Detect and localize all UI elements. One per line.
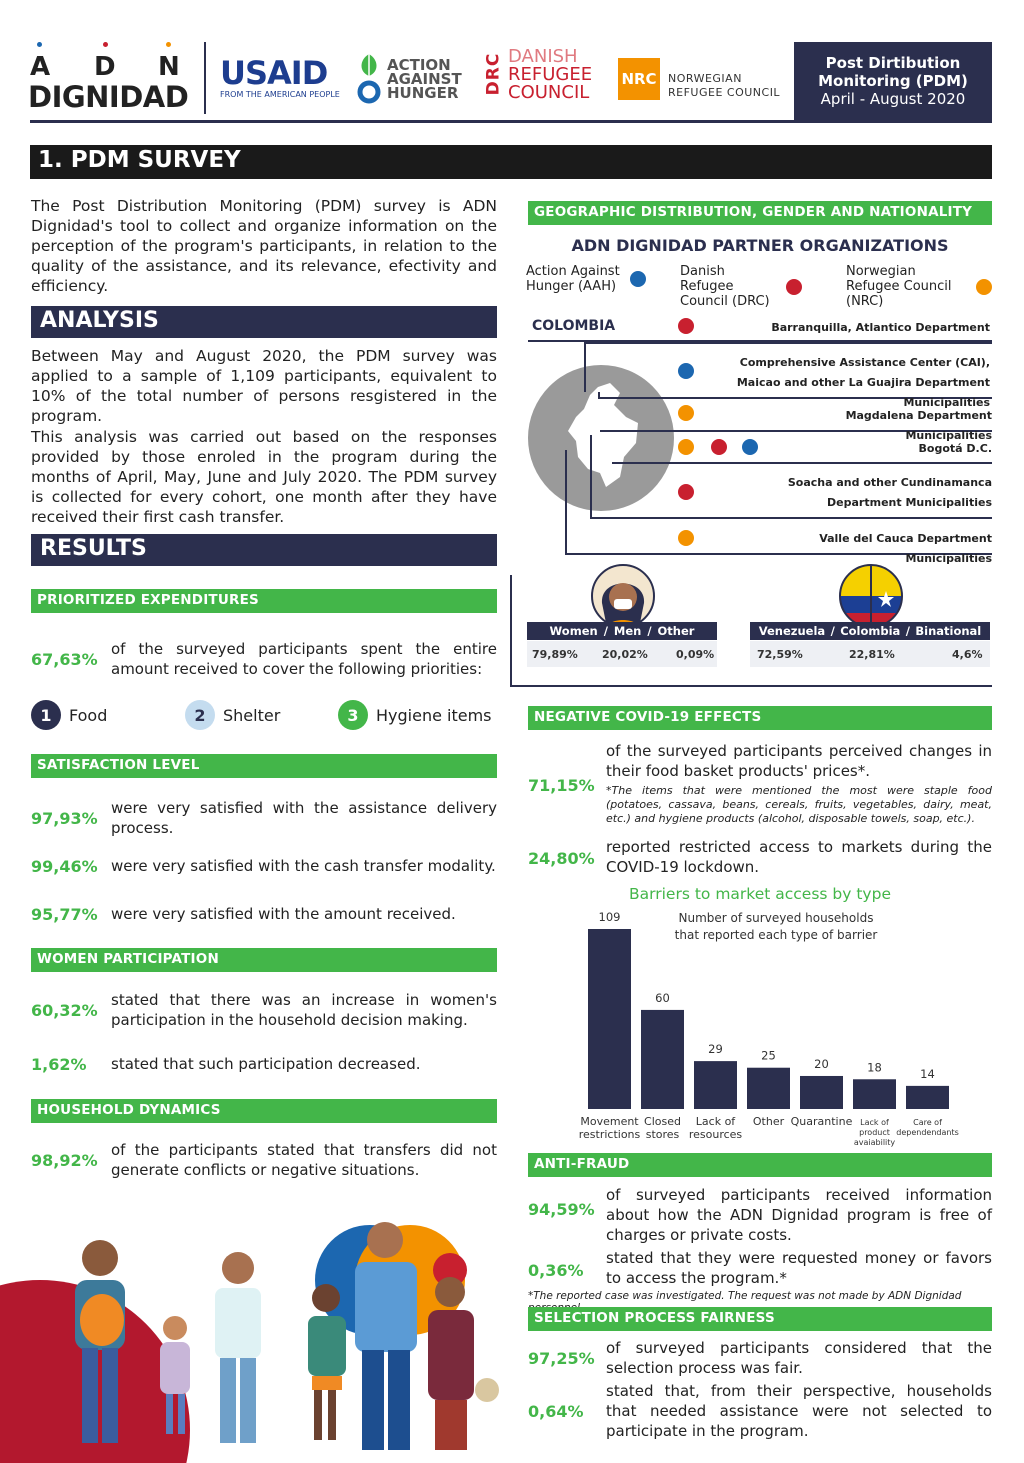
aah-line-3: HUNGER xyxy=(387,84,459,102)
category-label-2: Lack of resources xyxy=(688,1115,743,1141)
gender-women-label: Women xyxy=(549,624,598,638)
partners-title: ADN DIGNIDAD PARTNER ORGANIZATIONS xyxy=(571,236,949,255)
usaid-logo xyxy=(220,56,340,99)
prioritized-stat xyxy=(31,639,497,679)
loc-4-drc-dot xyxy=(711,439,727,455)
aah-leaf-icon xyxy=(354,50,384,105)
antifraud-pct-1: 94,59% xyxy=(528,1200,595,1219)
prioritized-pct: 67,63% xyxy=(31,649,98,669)
loc-1-drc-dot xyxy=(678,318,694,334)
usaid-sub: FROM THE AMERICAN PEOPLE xyxy=(220,90,340,99)
nat-binational-value: 4,6% xyxy=(952,648,983,661)
results-title: RESULTS xyxy=(31,534,497,566)
aah-logo xyxy=(354,50,462,105)
nrc-logo xyxy=(618,58,788,100)
conn-top xyxy=(584,342,992,344)
bar-value-0: 109 xyxy=(598,910,621,924)
gender-sep-2: / xyxy=(647,624,652,638)
adn-word: DIGNIDAD xyxy=(28,80,189,114)
conn-v6 xyxy=(565,450,567,554)
women-title: WOMEN PARTICIPATION xyxy=(31,948,497,972)
covid-pct-1: 71,15% xyxy=(528,776,595,795)
satisfaction-title: SATISFACTION LEVEL xyxy=(31,754,497,778)
antifraud-note: *The reported case was investigated. The request was not made by ADN Dignidad xyxy=(528,1290,962,1302)
satisfaction-pct-2: 99,46% xyxy=(31,856,98,876)
category-label-6: Care of dependendants xyxy=(896,1118,959,1137)
aah-line-1: ACTION xyxy=(387,56,451,74)
nat-colombia-value: 22,81% xyxy=(849,648,895,661)
bar-5 xyxy=(853,1079,896,1109)
satisfaction-pct-1: 97,93% xyxy=(31,808,98,828)
adn-dot-orange xyxy=(166,42,171,47)
conn-h4 xyxy=(612,462,992,464)
gender-sep-1: / xyxy=(603,624,608,638)
drc-mark: DRC xyxy=(483,52,504,96)
drc-text xyxy=(508,48,592,102)
pdm-period: April - August 2020 xyxy=(820,90,966,108)
selection-pct-2: 0,64% xyxy=(528,1402,584,1421)
women-row-2 xyxy=(31,1054,497,1074)
loc-3-nrc-dot xyxy=(678,405,694,421)
panel-bottom-border xyxy=(510,685,992,687)
selection-text-2: stated that, from their perspective, households that needed assistance were not selected to participate in the program. xyxy=(606,1382,992,1440)
partner-nrc xyxy=(846,264,992,309)
location-3: Magdalena Department Municipalities xyxy=(845,409,992,442)
covid-title: NEGATIVE COVID-19 EFFECTS xyxy=(528,706,992,730)
household-row xyxy=(31,1140,497,1180)
prioritized-title: PRIORITIZED EXPENDITURES xyxy=(31,589,497,613)
bar-value-6: 14 xyxy=(920,1066,935,1081)
gender-other-value: 0,09% xyxy=(676,648,715,661)
selection-title: SELECTION PROCESS FAIRNESS xyxy=(528,1307,992,1331)
bar-3 xyxy=(747,1068,790,1109)
satisfaction-text-1: were very satisfied with the assistance delivery process. xyxy=(111,799,497,837)
conn-h5 xyxy=(590,517,992,519)
partner-aah-label: Action Against Hunger (AAH) xyxy=(526,264,620,294)
adn-letter-n: N xyxy=(158,52,180,82)
women-text-2: stated that such participation decreased. xyxy=(111,1055,421,1073)
covid-note-1: *The items that were mentioned the most were staple food (potatoes, cassava, beans, cereals, fruits, vegetables, dairy, meat, etc.) and hygiene products (alcohol, disposable towels, soap, etc.). xyxy=(606,784,992,825)
household-pct: 98,92% xyxy=(31,1150,98,1170)
covid-text-1: of the surveyed participants perceived changes in their food basket products' prices*. xyxy=(606,742,992,780)
women-pct-2: 1,62% xyxy=(31,1054,87,1074)
chart-title: Barriers to market access by type xyxy=(629,885,891,903)
bar-value-1: 60 xyxy=(655,990,670,1005)
selection-pct-1: 97,25% xyxy=(528,1349,595,1368)
prioritized-text: of the surveyed participants spent the entire amount received to cover the following priorities: xyxy=(111,640,497,678)
women-text-1: stated that there was an increase in women's participation in the household decision making. xyxy=(111,991,497,1029)
section-title: 1. PDM SURVEY xyxy=(30,145,992,179)
nat-sep-1: / xyxy=(830,624,835,638)
intro-text: The Post Distribution Monitoring (PDM) survey is ADN Dignidad's tool to collect and organize information on the perception of the program's participants, in relation to the quality of the assistance, and its relevance, efectivity and efficiency. xyxy=(31,197,497,295)
priority-3-badge: 3 xyxy=(338,700,368,730)
analysis-p1: Between May and August 2020, the PDM survey was applied to a sample of 1,109 participants, equivalent to 10% of the total number of persons resgistered in the program. xyxy=(31,347,497,425)
covid-pct-2: 24,80% xyxy=(528,849,595,868)
category-label-0: Movement restrictions xyxy=(578,1115,641,1141)
panel-left-border xyxy=(510,575,512,687)
location-1: Barranquilla, Atlantico Department xyxy=(771,321,990,334)
nrc-line-2: REFUGEE COUNCIL xyxy=(668,86,781,99)
nrc-mark: NRC xyxy=(618,58,660,100)
drc-logo xyxy=(483,46,596,103)
partner-drc-label: Danish Refugee Council (DRC) xyxy=(680,264,770,309)
partner-aah-dot xyxy=(630,271,646,287)
analysis-p2: This analysis was carried out based on the responses provided by those enroled in the program during the months of April, May, June and July 2020. The PDM survey is collected for every cohort, one month after they have received their first cash transfer. xyxy=(31,428,497,526)
pdm-title: Post Dirtibution Monitoring (PDM) xyxy=(818,54,968,90)
loc-4-nrc-dot xyxy=(678,439,694,455)
bar-2 xyxy=(694,1061,737,1109)
partner-nrc-label: Norwegian Refugee Council (NRC) xyxy=(846,264,952,309)
nrc-text xyxy=(668,72,780,100)
priority-2-badge: 2 xyxy=(185,700,215,730)
bar-1 xyxy=(641,1010,684,1109)
nat-colombia-label: Colombia xyxy=(840,624,901,638)
women-pct-1: 60,32% xyxy=(31,1000,98,1020)
priority-food xyxy=(31,700,107,730)
priority-1-label: Food xyxy=(69,705,108,725)
antifraud-text-2: stated that they were requested money or favors to access the program.* xyxy=(606,1249,992,1287)
priority-3-label: Hygiene items xyxy=(376,705,492,725)
partner-aah xyxy=(526,264,646,294)
satisfaction-row-1 xyxy=(31,798,497,838)
priority-hygiene xyxy=(338,700,492,730)
geo-title: GEOGRAPHIC DISTRIBUTION, GENDER AND NATIONALITY xyxy=(528,201,992,225)
household-title: HOUSEHOLD DYNAMICS xyxy=(31,1099,497,1123)
conn-v4 xyxy=(590,435,592,518)
covid-text-2: reported restricted access to markets during the COVID-19 lockdown. xyxy=(606,838,992,876)
partner-nrc-dot xyxy=(976,279,992,295)
loc-2-aah-dot xyxy=(678,363,694,379)
gender-men-label: Men xyxy=(613,624,642,638)
bar-value-5: 18 xyxy=(867,1060,882,1075)
bar-value-2: 29 xyxy=(708,1042,723,1057)
nationality-header xyxy=(750,622,990,640)
category-label-4: Quarantine xyxy=(790,1115,853,1128)
antifraud-text-1: of surveyed participants received information about how the ADN Dignidad program is free of charges or private costs. xyxy=(606,1186,992,1244)
location-6: Valle del Cauca Department Municipalities xyxy=(819,532,992,565)
satisfaction-row-3 xyxy=(31,904,497,924)
nat-sep-2: / xyxy=(905,624,910,638)
nat-binational-label: Binational xyxy=(915,624,982,638)
gender-header xyxy=(527,622,717,640)
household-text: of the participants stated that transfers did not generate conflicts or negative situations. xyxy=(111,1141,497,1179)
young-woman-figure xyxy=(215,1252,261,1443)
loc-4-aah-dot xyxy=(742,439,758,455)
conn-v1 xyxy=(584,342,586,392)
bar-value-4: 20 xyxy=(814,1056,829,1071)
aah-text xyxy=(387,58,462,100)
satisfaction-text-2: were very satisfied with the cash transfer modality. xyxy=(111,857,496,875)
bar-value-3: 25 xyxy=(761,1048,776,1063)
location-5: Soacha and other Cundinamanca Department Municipalities xyxy=(787,476,992,509)
drc-line-2: REFUGEE xyxy=(508,64,593,85)
antifraud-pct-2: 0,36% xyxy=(528,1261,584,1280)
location-2: Comprehensive Assistance Center (CAI), Maicao and other La Guajira Department Municipalities xyxy=(736,356,990,409)
selection-text-1: of surveyed participants considered that the selection process was fair. xyxy=(606,1339,992,1377)
usaid-text: USAID xyxy=(220,54,328,92)
satisfaction-text-3: were very satisfied with the amount received. xyxy=(111,905,456,923)
satisfaction-pct-3: 95,77% xyxy=(31,904,98,924)
nrc-line-1: NORWEGIAN xyxy=(668,72,742,85)
nat-venezuela-value: 72,59% xyxy=(757,648,803,661)
satisfaction-row-2 xyxy=(31,856,497,876)
adn-letter-d: D xyxy=(94,52,116,82)
gender-women-value: 79,89% xyxy=(532,648,578,661)
priority-1-badge: 1 xyxy=(31,700,61,730)
priority-shelter xyxy=(185,700,280,730)
aah-line-2: AGAINST xyxy=(387,70,462,88)
category-label-5: Lack of product avaiability xyxy=(853,1118,896,1147)
chart-subtitle: Number of surveyed households that reported each type of barrier xyxy=(674,911,878,942)
gender-men-value: 20,02% xyxy=(602,648,648,661)
woman-avatar-icon xyxy=(590,563,656,629)
category-label-1: Closed stores xyxy=(644,1115,681,1141)
colombia-map xyxy=(528,365,674,511)
adn-dot-red xyxy=(103,42,108,47)
analysis-title: ANALYSIS xyxy=(31,306,497,338)
header-rule xyxy=(30,120,992,123)
category-label-3: Other xyxy=(752,1115,785,1128)
drc-line-3: COUNCIL xyxy=(508,82,590,103)
header-divider xyxy=(204,42,206,114)
adn-dot-blue xyxy=(37,42,42,47)
loc-6-nrc-dot xyxy=(678,530,694,546)
priority-2-label: Shelter xyxy=(223,705,281,725)
partner-drc-dot xyxy=(786,279,802,295)
nat-venezuela-label: Venezuela xyxy=(758,624,826,638)
partner-drc xyxy=(680,264,802,309)
gender-other-label: Other xyxy=(657,624,695,638)
drc-line-1: DANISH xyxy=(508,46,578,67)
adn-logo xyxy=(28,42,189,114)
pdm-title-box xyxy=(794,42,992,122)
bar-0 xyxy=(588,929,631,1109)
bar-6 xyxy=(906,1086,949,1109)
loc-5-drc-dot xyxy=(678,484,694,500)
location-4: Bogotá D.C. xyxy=(918,442,992,455)
country-label: COLOMBIA xyxy=(532,318,616,334)
colombia-flag-icon xyxy=(838,563,904,629)
family-illustration xyxy=(0,1200,510,1463)
women-row-1 xyxy=(31,990,497,1030)
barriers-chart xyxy=(570,900,970,1150)
antifraud-title: ANTI-FRAUD xyxy=(528,1153,992,1177)
bar-4 xyxy=(800,1076,843,1109)
adn-letter-a: A xyxy=(30,52,51,82)
